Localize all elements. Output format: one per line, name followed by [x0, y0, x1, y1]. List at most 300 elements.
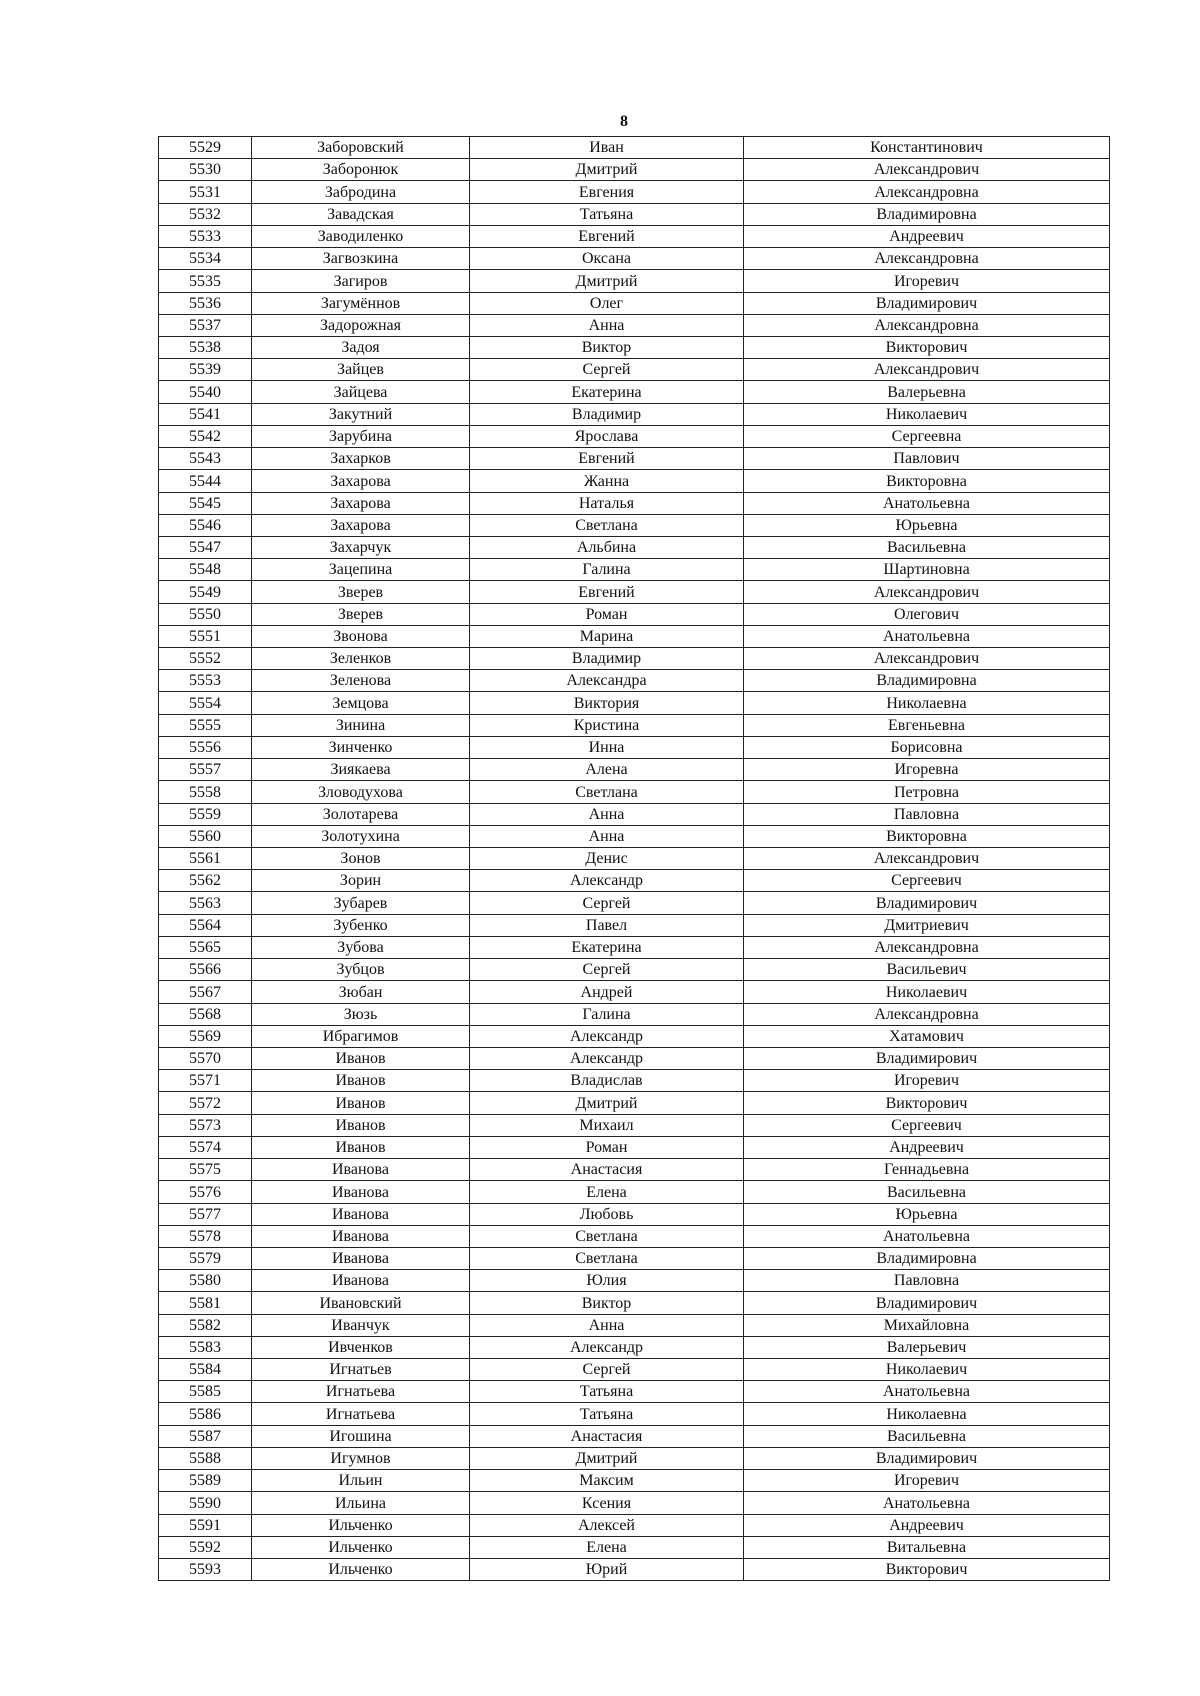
first-name-cell: Владимир [470, 403, 744, 425]
row-number-cell: 5536 [159, 292, 252, 314]
last-name-cell: Иванова [252, 1270, 470, 1292]
row-number-cell: 5551 [159, 625, 252, 647]
row-number-cell: 5564 [159, 914, 252, 936]
last-name-cell: Ильина [252, 1492, 470, 1514]
table-row [159, 336, 1110, 358]
first-name-cell: Татьяна [470, 203, 744, 225]
last-name-cell: Золотарева [252, 803, 470, 825]
first-name-cell: Елена [470, 1181, 744, 1203]
table-row [159, 403, 1110, 425]
table-row [159, 603, 1110, 625]
row-number-cell: 5553 [159, 670, 252, 692]
patronymic-cell: Николаевич [744, 1359, 1110, 1381]
patronymic-cell: Александровна [744, 314, 1110, 336]
patronymic-cell: Викторовна [744, 470, 1110, 492]
first-name-cell: Ярослава [470, 425, 744, 447]
row-number-cell: 5578 [159, 1225, 252, 1247]
last-name-cell: Ильченко [252, 1514, 470, 1536]
row-number-cell: 5540 [159, 381, 252, 403]
last-name-cell: Зверев [252, 581, 470, 603]
patronymic-cell: Юрьевна [744, 514, 1110, 536]
first-name-cell: Анастасия [470, 1159, 744, 1181]
patronymic-cell: Викторовна [744, 825, 1110, 847]
row-number-cell: 5535 [159, 270, 252, 292]
last-name-cell: Иванова [252, 1247, 470, 1269]
table-row [159, 959, 1110, 981]
table-row [159, 870, 1110, 892]
last-name-cell: Иванов [252, 1092, 470, 1114]
first-name-cell: Александр [470, 1025, 744, 1047]
row-number-cell: 5589 [159, 1470, 252, 1492]
patronymic-cell: Александрович [744, 648, 1110, 670]
row-number-cell: 5573 [159, 1114, 252, 1136]
first-name-cell: Светлана [470, 514, 744, 536]
row-number-cell: 5557 [159, 759, 252, 781]
row-number-cell: 5558 [159, 781, 252, 803]
row-number-cell: 5587 [159, 1425, 252, 1447]
table-row [159, 1292, 1110, 1314]
table-row [159, 781, 1110, 803]
patronymic-cell: Викторович [744, 1092, 1110, 1114]
first-name-cell: Виктория [470, 692, 744, 714]
table-row [159, 1003, 1110, 1025]
first-name-cell: Екатерина [470, 936, 744, 958]
patronymic-cell: Сергеевна [744, 425, 1110, 447]
row-number-cell: 5533 [159, 225, 252, 247]
first-name-cell: Елена [470, 1536, 744, 1558]
table-row [159, 803, 1110, 825]
table-row [159, 825, 1110, 847]
patronymic-cell: Анатольевна [744, 492, 1110, 514]
last-name-cell: Зубарев [252, 892, 470, 914]
last-name-cell: Заборонюк [252, 159, 470, 181]
row-number-cell: 5556 [159, 736, 252, 758]
first-name-cell: Иван [470, 137, 744, 159]
first-name-cell: Максим [470, 1470, 744, 1492]
table-row [159, 914, 1110, 936]
row-number-cell: 5588 [159, 1447, 252, 1469]
row-number-cell: 5584 [159, 1359, 252, 1381]
first-name-cell: Дмитрий [470, 1092, 744, 1114]
table-row [159, 1536, 1110, 1558]
table-row [159, 203, 1110, 225]
first-name-cell: Сергей [470, 1359, 744, 1381]
first-name-cell: Сергей [470, 959, 744, 981]
table-row [159, 714, 1110, 736]
first-name-cell: Андрей [470, 981, 744, 1003]
last-name-cell: Захарчук [252, 536, 470, 558]
table-row [159, 314, 1110, 336]
first-name-cell: Марина [470, 625, 744, 647]
first-name-cell: Александр [470, 1336, 744, 1358]
first-name-cell: Светлана [470, 1247, 744, 1269]
patronymic-cell: Анатольевна [744, 625, 1110, 647]
patronymic-cell: Владимировна [744, 670, 1110, 692]
first-name-cell: Оксана [470, 248, 744, 270]
row-number-cell: 5563 [159, 892, 252, 914]
first-name-cell: Анна [470, 314, 744, 336]
patronymic-cell: Анатольевна [744, 1381, 1110, 1403]
patronymic-cell: Михайловна [744, 1314, 1110, 1336]
first-name-cell: Галина [470, 1003, 744, 1025]
last-name-cell: Иванчук [252, 1314, 470, 1336]
last-name-cell: Зверев [252, 603, 470, 625]
table-row [159, 692, 1110, 714]
table-row [159, 1070, 1110, 1092]
row-number-cell: 5580 [159, 1270, 252, 1292]
last-name-cell: Зарубина [252, 425, 470, 447]
patronymic-cell: Николаевна [744, 692, 1110, 714]
last-name-cell: Золотухина [252, 825, 470, 847]
page-number: 8 [620, 113, 628, 130]
patronymic-cell: Анатольевна [744, 1492, 1110, 1514]
table-row [159, 448, 1110, 470]
row-number-cell: 5569 [159, 1025, 252, 1047]
table-row [159, 270, 1110, 292]
patronymic-cell: Александровна [744, 181, 1110, 203]
row-number-cell: 5574 [159, 1136, 252, 1158]
row-number-cell: 5581 [159, 1292, 252, 1314]
patronymic-cell: Валерьевна [744, 381, 1110, 403]
table-row [159, 1181, 1110, 1203]
row-number-cell: 5531 [159, 181, 252, 203]
table-row [159, 936, 1110, 958]
last-name-cell: Заборовский [252, 137, 470, 159]
first-name-cell: Дмитрий [470, 159, 744, 181]
table-row [159, 1270, 1110, 1292]
first-name-cell: Денис [470, 848, 744, 870]
row-number-cell: 5582 [159, 1314, 252, 1336]
first-name-cell: Анна [470, 825, 744, 847]
table-row [159, 1336, 1110, 1358]
table-row [159, 292, 1110, 314]
last-name-cell: Заводиленко [252, 225, 470, 247]
last-name-cell: Загумённов [252, 292, 470, 314]
table-row [159, 1425, 1110, 1447]
first-name-cell: Евгений [470, 581, 744, 603]
row-number-cell: 5571 [159, 1070, 252, 1092]
patronymic-cell: Владимировна [744, 1247, 1110, 1269]
row-number-cell: 5568 [159, 1003, 252, 1025]
patronymic-cell: Дмитриевич [744, 914, 1110, 936]
first-name-cell: Дмитрий [470, 1447, 744, 1469]
patronymic-cell: Николаевна [744, 1403, 1110, 1425]
table-row [159, 514, 1110, 536]
patronymic-cell: Викторович [744, 1559, 1110, 1581]
row-number-cell: 5585 [159, 1381, 252, 1403]
table-row [159, 248, 1110, 270]
last-name-cell: Захарков [252, 448, 470, 470]
table-row [159, 1492, 1110, 1514]
row-number-cell: 5548 [159, 559, 252, 581]
last-name-cell: Зюбан [252, 981, 470, 1003]
row-number-cell: 5559 [159, 803, 252, 825]
last-name-cell: Ильченко [252, 1536, 470, 1558]
table-row [159, 1359, 1110, 1381]
last-name-cell: Ибрагимов [252, 1025, 470, 1047]
table-row [159, 581, 1110, 603]
first-name-cell: Кристина [470, 714, 744, 736]
first-name-cell: Любовь [470, 1203, 744, 1225]
last-name-cell: Иванов [252, 1047, 470, 1069]
patronymic-cell: Владимирович [744, 1047, 1110, 1069]
last-name-cell: Зиякаева [252, 759, 470, 781]
patronymic-cell: Игоревна [744, 759, 1110, 781]
table-row [159, 359, 1110, 381]
first-name-cell: Светлана [470, 1225, 744, 1247]
row-number-cell: 5547 [159, 536, 252, 558]
first-name-cell: Евгения [470, 181, 744, 203]
patronymic-cell: Олегович [744, 603, 1110, 625]
table-row [159, 137, 1110, 159]
patronymic-cell: Петровна [744, 781, 1110, 803]
last-name-cell: Звонова [252, 625, 470, 647]
last-name-cell: Игнатьева [252, 1403, 470, 1425]
table-row [159, 1559, 1110, 1581]
patronymic-cell: Павловна [744, 803, 1110, 825]
table-row [159, 1203, 1110, 1225]
last-name-cell: Иванов [252, 1114, 470, 1136]
patronymic-cell: Николаевич [744, 403, 1110, 425]
patronymic-cell: Игоревич [744, 270, 1110, 292]
row-number-cell: 5541 [159, 403, 252, 425]
first-name-cell: Анна [470, 803, 744, 825]
last-name-cell: Земцова [252, 692, 470, 714]
patronymic-cell: Владимирович [744, 292, 1110, 314]
last-name-cell: Зорин [252, 870, 470, 892]
row-number-cell: 5576 [159, 1181, 252, 1203]
last-name-cell: Иванова [252, 1225, 470, 1247]
first-name-cell: Ксения [470, 1492, 744, 1514]
first-name-cell: Олег [470, 292, 744, 314]
row-number-cell: 5577 [159, 1203, 252, 1225]
row-number-cell: 5583 [159, 1336, 252, 1358]
row-number-cell: 5567 [159, 981, 252, 1003]
table-row [159, 759, 1110, 781]
last-name-cell: Ивановский [252, 1292, 470, 1314]
last-name-cell: Загвозкина [252, 248, 470, 270]
patronymic-cell: Александрович [744, 359, 1110, 381]
last-name-cell: Иванова [252, 1159, 470, 1181]
table-row [159, 492, 1110, 514]
patronymic-cell: Александровна [744, 1003, 1110, 1025]
last-name-cell: Зубцов [252, 959, 470, 981]
row-number-cell: 5562 [159, 870, 252, 892]
first-name-cell: Татьяна [470, 1403, 744, 1425]
last-name-cell: Зайцев [252, 359, 470, 381]
first-name-cell: Анастасия [470, 1425, 744, 1447]
table-row [159, 1470, 1110, 1492]
table-row [159, 1314, 1110, 1336]
last-name-cell: Зинченко [252, 736, 470, 758]
table-row [159, 892, 1110, 914]
last-name-cell: Забродина [252, 181, 470, 203]
row-number-cell: 5592 [159, 1536, 252, 1558]
table-row [159, 559, 1110, 581]
row-number-cell: 5546 [159, 514, 252, 536]
patronymic-cell: Васильевич [744, 959, 1110, 981]
first-name-cell: Алексей [470, 1514, 744, 1536]
row-number-cell: 5532 [159, 203, 252, 225]
table-row [159, 648, 1110, 670]
last-name-cell: Задоя [252, 336, 470, 358]
row-number-cell: 5552 [159, 648, 252, 670]
first-name-cell: Юрий [470, 1559, 744, 1581]
first-name-cell: Жанна [470, 470, 744, 492]
table-row [159, 1225, 1110, 1247]
patronymic-cell: Васильевна [744, 1181, 1110, 1203]
patronymic-cell: Павлович [744, 448, 1110, 470]
last-name-cell: Игошина [252, 1425, 470, 1447]
patronymic-cell: Владимировна [744, 203, 1110, 225]
row-number-cell: 5539 [159, 359, 252, 381]
table-row [159, 1047, 1110, 1069]
table-row [159, 425, 1110, 447]
last-name-cell: Закутний [252, 403, 470, 425]
first-name-cell: Наталья [470, 492, 744, 514]
patronymic-cell: Шартиновна [744, 559, 1110, 581]
last-name-cell: Зубова [252, 936, 470, 958]
patronymic-cell: Сергеевич [744, 1114, 1110, 1136]
first-name-cell: Владимир [470, 648, 744, 670]
table-row [159, 181, 1110, 203]
table-row [159, 670, 1110, 692]
table-row [159, 736, 1110, 758]
patronymic-cell: Викторович [744, 336, 1110, 358]
first-name-cell: Роман [470, 603, 744, 625]
roster-table-body [159, 137, 1110, 1581]
last-name-cell: Зеленова [252, 670, 470, 692]
patronymic-cell: Юрьевна [744, 1203, 1110, 1225]
table-row [159, 159, 1110, 181]
table-row [159, 625, 1110, 647]
first-name-cell: Анна [470, 1314, 744, 1336]
patronymic-cell: Васильевна [744, 536, 1110, 558]
patronymic-cell: Николаевич [744, 981, 1110, 1003]
patronymic-cell: Борисовна [744, 736, 1110, 758]
last-name-cell: Зловодухова [252, 781, 470, 803]
first-name-cell: Роман [470, 1136, 744, 1158]
table-row [159, 848, 1110, 870]
table-row [159, 536, 1110, 558]
patronymic-cell: Игоревич [744, 1470, 1110, 1492]
table-row [159, 1136, 1110, 1158]
row-number-cell: 5542 [159, 425, 252, 447]
patronymic-cell: Евгеньевна [744, 714, 1110, 736]
row-number-cell: 5566 [159, 959, 252, 981]
row-number-cell: 5543 [159, 448, 252, 470]
row-number-cell: 5534 [159, 248, 252, 270]
table-row [159, 1247, 1110, 1269]
last-name-cell: Игумнов [252, 1447, 470, 1469]
first-name-cell: Инна [470, 736, 744, 758]
row-number-cell: 5575 [159, 1159, 252, 1181]
last-name-cell: Зонов [252, 848, 470, 870]
row-number-cell: 5570 [159, 1047, 252, 1069]
last-name-cell: Ильин [252, 1470, 470, 1492]
last-name-cell: Захарова [252, 514, 470, 536]
table-row [159, 1381, 1110, 1403]
table-row [159, 1403, 1110, 1425]
patronymic-cell: Андреевич [744, 1136, 1110, 1158]
row-number-cell: 5561 [159, 848, 252, 870]
first-name-cell: Виктор [470, 1292, 744, 1314]
row-number-cell: 5590 [159, 1492, 252, 1514]
row-number-cell: 5591 [159, 1514, 252, 1536]
table-row [159, 1114, 1110, 1136]
patronymic-cell: Александровна [744, 936, 1110, 958]
row-number-cell: 5530 [159, 159, 252, 181]
first-name-cell: Галина [470, 559, 744, 581]
table-row [159, 1159, 1110, 1181]
patronymic-cell: Геннадьевна [744, 1159, 1110, 1181]
patronymic-cell: Сергеевич [744, 870, 1110, 892]
patronymic-cell: Александрович [744, 581, 1110, 603]
first-name-cell: Дмитрий [470, 270, 744, 292]
first-name-cell: Альбина [470, 536, 744, 558]
row-number-cell: 5593 [159, 1559, 252, 1581]
row-number-cell: 5572 [159, 1092, 252, 1114]
table-row [159, 470, 1110, 492]
row-number-cell: 5555 [159, 714, 252, 736]
row-number-cell: 5549 [159, 581, 252, 603]
first-name-cell: Юлия [470, 1270, 744, 1292]
patronymic-cell: Владимирович [744, 892, 1110, 914]
row-number-cell: 5545 [159, 492, 252, 514]
last-name-cell: Ивченков [252, 1336, 470, 1358]
table-row [159, 1025, 1110, 1047]
patronymic-cell: Александрович [744, 159, 1110, 181]
first-name-cell: Александра [470, 670, 744, 692]
row-number-cell: 5529 [159, 137, 252, 159]
row-number-cell: 5537 [159, 314, 252, 336]
patronymic-cell: Владимирович [744, 1292, 1110, 1314]
first-name-cell: Владислав [470, 1070, 744, 1092]
patronymic-cell: Хатамович [744, 1025, 1110, 1047]
patronymic-cell: Александрович [744, 848, 1110, 870]
last-name-cell: Захарова [252, 492, 470, 514]
first-name-cell: Сергей [470, 892, 744, 914]
row-number-cell: 5544 [159, 470, 252, 492]
last-name-cell: Зацепина [252, 559, 470, 581]
first-name-cell: Виктор [470, 336, 744, 358]
first-name-cell: Александр [470, 1047, 744, 1069]
table-row [159, 1514, 1110, 1536]
first-name-cell: Сергей [470, 359, 744, 381]
last-name-cell: Ильченко [252, 1559, 470, 1581]
last-name-cell: Иванова [252, 1181, 470, 1203]
last-name-cell: Зинина [252, 714, 470, 736]
patronymic-cell: Константинович [744, 137, 1110, 159]
row-number-cell: 5565 [159, 936, 252, 958]
last-name-cell: Зюзь [252, 1003, 470, 1025]
first-name-cell: Михаил [470, 1114, 744, 1136]
table-row [159, 1447, 1110, 1469]
last-name-cell: Завадская [252, 203, 470, 225]
last-name-cell: Захарова [252, 470, 470, 492]
row-number-cell: 5579 [159, 1247, 252, 1269]
patronymic-cell: Игоревич [744, 1070, 1110, 1092]
last-name-cell: Игнатьев [252, 1359, 470, 1381]
last-name-cell: Зайцева [252, 381, 470, 403]
first-name-cell: Евгений [470, 448, 744, 470]
first-name-cell: Евгений [470, 225, 744, 247]
roster-table [158, 136, 1110, 1581]
patronymic-cell: Анатольевна [744, 1225, 1110, 1247]
last-name-cell: Загиров [252, 270, 470, 292]
patronymic-cell: Валерьевич [744, 1336, 1110, 1358]
first-name-cell: Павел [470, 914, 744, 936]
